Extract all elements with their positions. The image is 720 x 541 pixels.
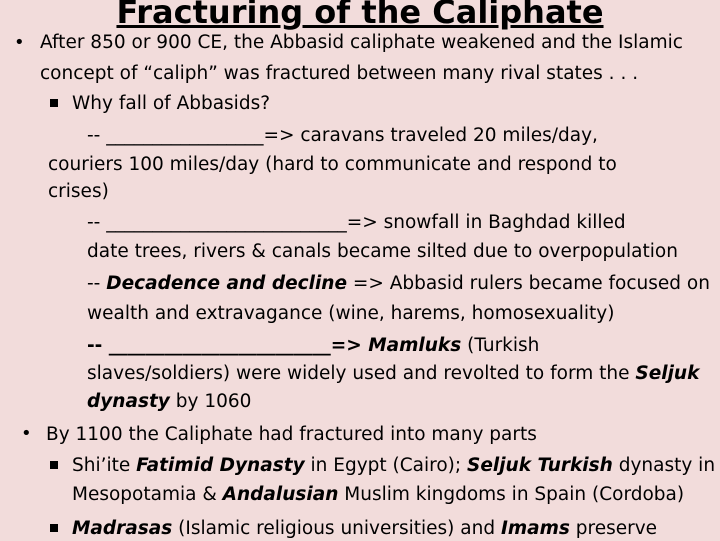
bullet-dot-1: • xyxy=(14,32,25,53)
dash-1-line-1: -- _________________=> caravans traveled 20 miles/day, xyxy=(87,125,598,146)
dash-3-line-1 xyxy=(87,272,710,296)
sub-bullet-3-line xyxy=(72,517,657,541)
dash-3-rest: => Abbasid rulers became focused on xyxy=(347,273,710,294)
dash-2-line-2: date trees, rivers & canals became silted due to overpopulation xyxy=(87,241,678,262)
sub-bullet-2-line-1 xyxy=(72,454,715,478)
mamluks-term: Mamluks xyxy=(368,335,462,356)
dash-4-line-3 xyxy=(87,390,251,414)
dash-1-line-3: crises) xyxy=(48,181,109,202)
bullet-1-line-1: After 850 or 900 CE, the Abbasid caliphate weakened and the Islamic xyxy=(40,32,683,53)
imams-term: Imams xyxy=(500,518,570,539)
decadence-term: Decadence and decline xyxy=(106,273,347,294)
sub-bullet-why-fall: Why fall of Abbasids? xyxy=(72,93,271,114)
sub-2-text-2: in Egypt (Cairo); xyxy=(304,455,467,476)
dash-3-line-2: wealth and extravagance (wine, harems, homosexuality) xyxy=(87,303,615,324)
slide-title: Fracturing of the Caliphate xyxy=(116,0,604,31)
bullet-dot-2: • xyxy=(21,423,32,444)
sub-bullet-2-line-2 xyxy=(72,483,684,507)
sub-2-text-3: dynasty in xyxy=(612,455,716,476)
dash-3-lead: -- xyxy=(87,273,107,294)
dynasty-term: dynasty xyxy=(87,391,170,412)
sub-2-line-2-text: Mesopotamia & xyxy=(72,484,223,505)
dash-4-line-1 xyxy=(87,334,539,358)
dash-1-line-2: couriers 100 miles/day (hard to communicate and respond to xyxy=(48,154,617,175)
square-bullet-3 xyxy=(50,524,58,532)
dash-4-blank: -- ________________________=> xyxy=(87,335,369,356)
dash-4-line-3-text: by 1060 xyxy=(169,391,252,412)
bullet-1-line-2: concept of “caliph” was fractured between many rival states . . . xyxy=(40,63,639,84)
dash-4-rest: (Turkish xyxy=(461,335,540,356)
dash-4-line-2 xyxy=(87,362,699,386)
sub-2-line-2-rest: Muslim kingdoms in Spain (Cordoba) xyxy=(338,484,685,505)
square-bullet-1 xyxy=(50,99,58,107)
seljuk-term: Seljuk xyxy=(635,363,700,384)
sub-3-text-1: (Islamic religious universities) and xyxy=(172,518,501,539)
andalusian-term: Andalusian xyxy=(222,484,339,505)
seljuk-turkish-term: Seljuk Turkish xyxy=(467,455,613,476)
fatimid-term: Fatimid Dynasty xyxy=(136,455,305,476)
sub-3-text-2: preserve xyxy=(569,518,658,539)
sub-2-text-1: Shi’ite xyxy=(72,455,137,476)
bullet-2-line: By 1100 the Caliphate had fractured into many parts xyxy=(46,424,537,445)
dash-2-line-1: -- __________________________=> snowfall in Baghdad killed xyxy=(87,212,626,233)
square-bullet-2 xyxy=(50,461,58,469)
dash-4-line-2-text: slaves/soldiers) were widely used and revolted to form the xyxy=(87,363,636,384)
madrasas-term: Madrasas xyxy=(72,518,173,539)
